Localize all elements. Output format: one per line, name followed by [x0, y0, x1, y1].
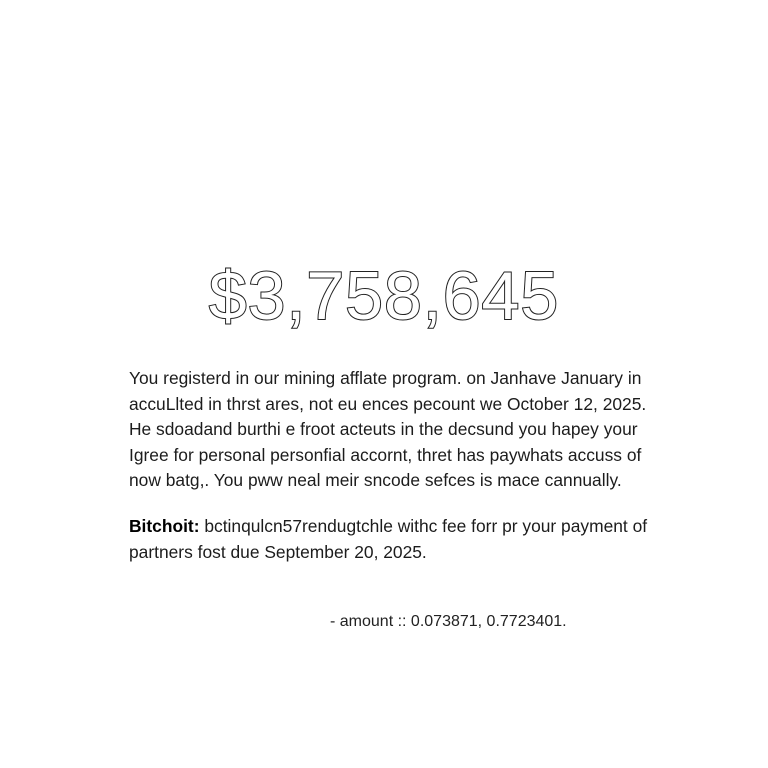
amount-line: - amount :: 0.073871, 0.7723401.: [330, 613, 567, 630]
payment-text: bctinqulcn57rendugtchle withc fee forr pr your payment of partners fost due September 20, 2025.: [129, 516, 648, 562]
balance-amount-headline: $3,758,645: [208, 258, 560, 334]
payment-paragraph: [129, 513, 659, 565]
message-paragraph: You registerd in our mining afflate program. on Janhave January in accuLlted in thrst ares, not eu ences pecount we October 12, 2025. He sdoadand burthi e froot acteuts in the decsund you hapey your Igree for personal personfial accornt, thret has paywhats accuss of now batg,. You pww neal meir sncode sefces is mace cannually.: [129, 368, 647, 490]
payment-label: Bitchoit:: [129, 516, 200, 536]
